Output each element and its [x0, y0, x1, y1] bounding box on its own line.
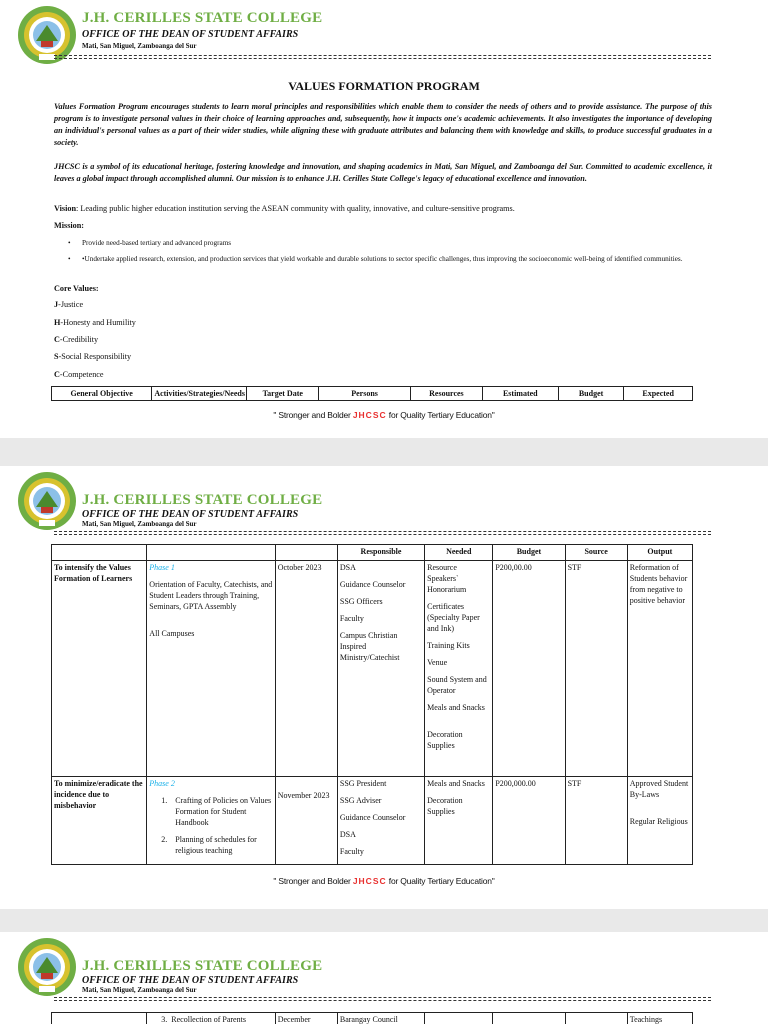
program-table — [51, 1012, 693, 1024]
office-name: OFFICE OF THE DEAN OF STUDENT AFFAIRS — [82, 29, 299, 40]
budget-cell: P200,00.00 — [493, 561, 565, 777]
header-activities: Activities/Strategies/Needs — [152, 387, 247, 401]
table-row — [52, 777, 693, 865]
persons-cell: DSA Guidance Counselor SSG Officers Faculty Campus Christian Inspired Ministry/Catechist — [337, 561, 424, 777]
page-footer: " Stronger and Bolder JHCSC for Quality Tertiary Education" — [273, 410, 495, 420]
college-seal-logo — [17, 937, 77, 997]
phase-label: Phase 2 — [149, 779, 175, 788]
page-title: VALUES FORMATION PROGRAM — [288, 79, 480, 93]
college-address: Mati, San Miguel, Zamboanga del Sur — [82, 520, 197, 528]
college-address: Mati, San Miguel, Zamboanga del Sur — [82, 986, 197, 994]
objective-cell: To minimize/eradicate the incidence due to misbehavior — [52, 777, 147, 865]
header-resources: Resources — [411, 387, 483, 401]
activity-item: 1. Crafting of Policies on Values Formation for Student Handbook — [161, 796, 272, 827]
document-page-2 — [0, 466, 768, 909]
header-blank — [147, 545, 275, 561]
vision-statement — [54, 203, 515, 214]
office-name: OFFICE OF THE DEAN OF STUDENT AFFAIRS — [82, 975, 299, 986]
header-output: Output — [627, 545, 692, 561]
table-row — [52, 1013, 693, 1024]
date-cell: December — [275, 1013, 337, 1024]
resources-cell: Resource Speakers` Honorarium Certificates (Specialty Paper and Ink) Training Kits Venue Sound System and Operator Meals and Snacks Decoration Supplies — [425, 561, 493, 777]
mission-item: • •Undertake applied research, extension, and production services that yield workable and durable solutions to sector specific challenges, thus improving the socioeconomic well-being of identified communities. — [82, 254, 712, 265]
program-table — [51, 544, 693, 865]
resources-cell — [425, 1013, 493, 1024]
output-cell: Teachings — [627, 1013, 692, 1024]
core-value: C-Competence — [54, 370, 104, 379]
program-table-header — [51, 386, 693, 401]
header-budget: Budget — [558, 387, 623, 401]
vision-text: : Leading public higher education institution serving the ASEAN community with quality, innovative, and culture-sensitive programs. — [76, 204, 515, 213]
campus-text: All Campuses — [149, 629, 195, 638]
college-name: J.H. CERILLES STATE COLLEGE — [82, 958, 323, 974]
college-name: J.H. CERILLES STATE COLLEGE — [82, 492, 323, 508]
header-divider — [54, 531, 711, 535]
mission-label: Mission: — [54, 221, 85, 230]
header-needed: Needed — [425, 545, 493, 561]
header-blank — [52, 545, 147, 561]
persons-cell: Barangay Council — [337, 1013, 424, 1024]
header-expected: Expected — [624, 387, 693, 401]
date-cell: November 2023 — [275, 777, 337, 865]
date-cell: October 2023 — [275, 561, 337, 777]
activities-cell: 3. Recollection of Parents — [147, 1013, 275, 1024]
jhcsc-paragraph: JHCSC is a symbol of its educational heritage, fostering knowledge and innovation, and shaping academics in Mati, San Miguel, and Zamboanga del Sur. Committed to academic excellence, it leaves a global impact through accomplished alumni. Our mission is to enhance J.H. Cerilles State College's legacy of educational excellence and innovation. — [54, 162, 712, 183]
intro-paragraph: Values Formation Program encourages students to learn moral principles and responsibilities which enable them to consider the needs of others and to provide assistance. The purpose of this program is to investigate personal values in their choice of learning approaches and, subsequently, how it impacts one's academic achievements. It also investigates the importance of developing an individual's personal values as a part of their wider studies, while aligning these with graduate attributes and balancing them with knowledge and skills, to produce successful graduates in a society. — [54, 102, 712, 147]
resources-cell: Meals and Snacks Decoration Supplies — [425, 777, 493, 865]
output-cell: Reformation of Students behavior from negative to positive behavior — [627, 561, 692, 777]
college-name: J.H. CERILLES STATE COLLEGE — [82, 10, 323, 26]
mission-item: • Provide need-based tertiary and advanced programs — [82, 238, 712, 249]
header-target-date: Target Date — [247, 387, 319, 401]
activities-cell — [147, 777, 275, 865]
table-row — [52, 561, 693, 777]
objective-cell — [52, 1013, 147, 1024]
source-cell: STF — [565, 777, 627, 865]
header-general-objective: General Objective — [52, 387, 152, 401]
persons-cell: SSG President SSG Adviser Guidance Counselor DSA Faculty — [337, 777, 424, 865]
activity-text: Orientation of Faculty, Catechists, and Student Leaders through Training, Seminars, GPTA Assembly — [149, 580, 273, 611]
activities-cell — [147, 561, 275, 777]
objective-cell: To intensify the Values Formation of Learners — [52, 561, 147, 777]
source-cell — [565, 1013, 627, 1024]
header-budget: Budget — [493, 545, 565, 561]
budget-cell: P200,000.00 — [493, 777, 565, 865]
vision-label: Vision — [54, 204, 76, 213]
header-divider — [54, 997, 711, 1001]
page-footer: " Stronger and Bolder JHCSC for Quality Tertiary Education" — [273, 876, 495, 886]
core-value: C-Credibility — [54, 335, 99, 344]
document-page-3 — [0, 932, 768, 1024]
header-persons: Persons — [319, 387, 411, 401]
phase-label: Phase 1 — [149, 563, 175, 572]
college-address: Mati, San Miguel, Zamboanga del Sur — [82, 42, 197, 50]
core-value: J-Justice — [54, 300, 84, 309]
source-cell: STF — [565, 561, 627, 777]
budget-cell — [493, 1013, 565, 1024]
core-values-label: Core Values: — [54, 284, 99, 293]
output-cell: Approved Student By-Laws Regular Religious — [627, 777, 692, 865]
college-seal-logo — [17, 471, 77, 531]
office-name: OFFICE OF THE DEAN OF STUDENT AFFAIRS — [82, 509, 299, 520]
header-source: Source — [565, 545, 627, 561]
activity-item: 2. Planning of schedules for religious teaching — [161, 835, 257, 855]
core-value: H-Honesty and Humility — [54, 318, 136, 327]
header-estimated: Estimated — [482, 387, 558, 401]
core-value: S-Social Responsibility — [54, 352, 132, 361]
header-responsible: Responsible — [337, 545, 424, 561]
document-page-1 — [0, 0, 768, 438]
header-divider — [54, 55, 711, 59]
header-blank — [275, 545, 337, 561]
